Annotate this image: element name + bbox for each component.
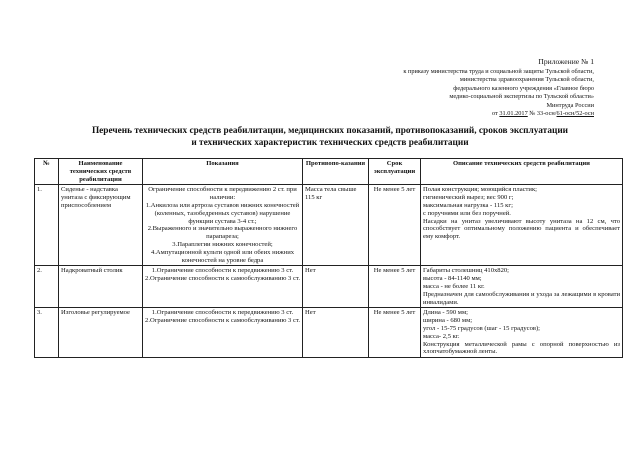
col-header-description: Описание технических средств реабилитации	[421, 159, 623, 185]
cell-num: 3.	[35, 308, 59, 358]
header-line: к приказу министерства труда и социальной защиты Тульской области,	[403, 68, 594, 75]
cell-indications: 1.Ограничение способности к передвижению 3 ст. 2.Ограничение способности к самообслуживанию 3 ст.	[143, 308, 303, 358]
rehab-table	[34, 158, 623, 358]
cell-num: 1.	[35, 185, 59, 266]
document-header	[264, 57, 594, 118]
table-row	[35, 308, 623, 358]
order-number: 61-осн/52-осн	[556, 110, 594, 118]
table-row	[35, 266, 623, 308]
cell-term: Не менее 5 лет	[369, 185, 421, 266]
table-row	[35, 185, 623, 266]
col-header-name: Наименование технических средств реабилитации	[59, 159, 143, 185]
document-title: Перечень технических средств реабилитации, медицинских показаний, противопоказаний, сроков эксплуатации и технических характеристик технических средств реабилитации	[91, 126, 569, 148]
cell-name: Надкроватный столик	[59, 266, 143, 308]
cell-contraindications: Масса тела свыше 115 кг	[303, 185, 369, 266]
cell-name: Сиденье - надставка унитаза с фиксирующим приспособлением	[59, 185, 143, 266]
header-line: медико-социальной экспертизы по Тульской области»	[449, 93, 594, 101]
cell-description: Полая конструкция; моющийся пластик; гигиенический вырез; вес 900 г; максимальная нагрузка - 115 кг; с поручнями или без поручней. Насадки на унитаз увеличивают высоту унитаза на 12 см, что способствует оптимальному положению пациента и обеспечивает ему комфорт.	[421, 185, 623, 266]
col-header-term: Срок эксплуатации	[369, 159, 421, 185]
cell-num: 2.	[35, 266, 59, 308]
header-line: министерства здравоохранения Тульской области,	[459, 76, 594, 84]
cell-contraindications: Нет	[303, 266, 369, 308]
cell-name: Изголовье регулируемое	[59, 308, 143, 358]
col-header-contraindications: Противопо-казания	[303, 159, 369, 185]
cell-term: Не менее 5 лет	[369, 308, 421, 358]
cell-term: Не менее 5 лет	[369, 266, 421, 308]
cell-description: Габариты столешниц 410х820; высота - 84-1140 мм; масса - не более 11 кг. Предназначен для самообслуживания и ухода за лежащими в кровати инвалидами.	[421, 266, 623, 308]
order-date: 31.01.2017	[499, 110, 528, 118]
header-line: федерального казенного учреждения «Главное бюро	[453, 84, 594, 92]
col-header-indications: Показания	[143, 159, 303, 185]
table-header-row	[35, 159, 623, 185]
cell-contraindications: Нет	[303, 308, 369, 358]
cell-indications: 1.Ограничение способности к передвижению 3 ст. 2.Ограничение способности к самообслуживанию 3 ст.	[143, 266, 303, 308]
order-date-line: от 31.01.2017 № 33-осн/61-осн/52-осн	[491, 110, 594, 118]
cell-description: Длина - 590 мм; ширина - 680 мм; угол - 15-75 градусов (шаг - 15 градусов); масса- 2,5 кг. Конструкция металлической рамы с опорной поверхностью из хлопчатобумажной ленты.	[421, 308, 623, 358]
appendix-label: Приложение № 1	[538, 57, 594, 66]
header-line: Минтруда России	[546, 101, 594, 109]
cell-indications: Ограничение способности к передвижению 2 ст. при наличии: 1.Анкилоза или артроза суставов нижних конечностей (коленных, тазобедренных суставов) нарушение функции сустава 3-4 ст.; 2.Выраженного и значительно выраженного нижнего парапареза; 3.Параплегии нижних конечностей; 4.Ампутационной культи одной или обеих нижних конечностей на уровне бедра	[143, 185, 303, 266]
col-header-num: №	[35, 159, 59, 185]
